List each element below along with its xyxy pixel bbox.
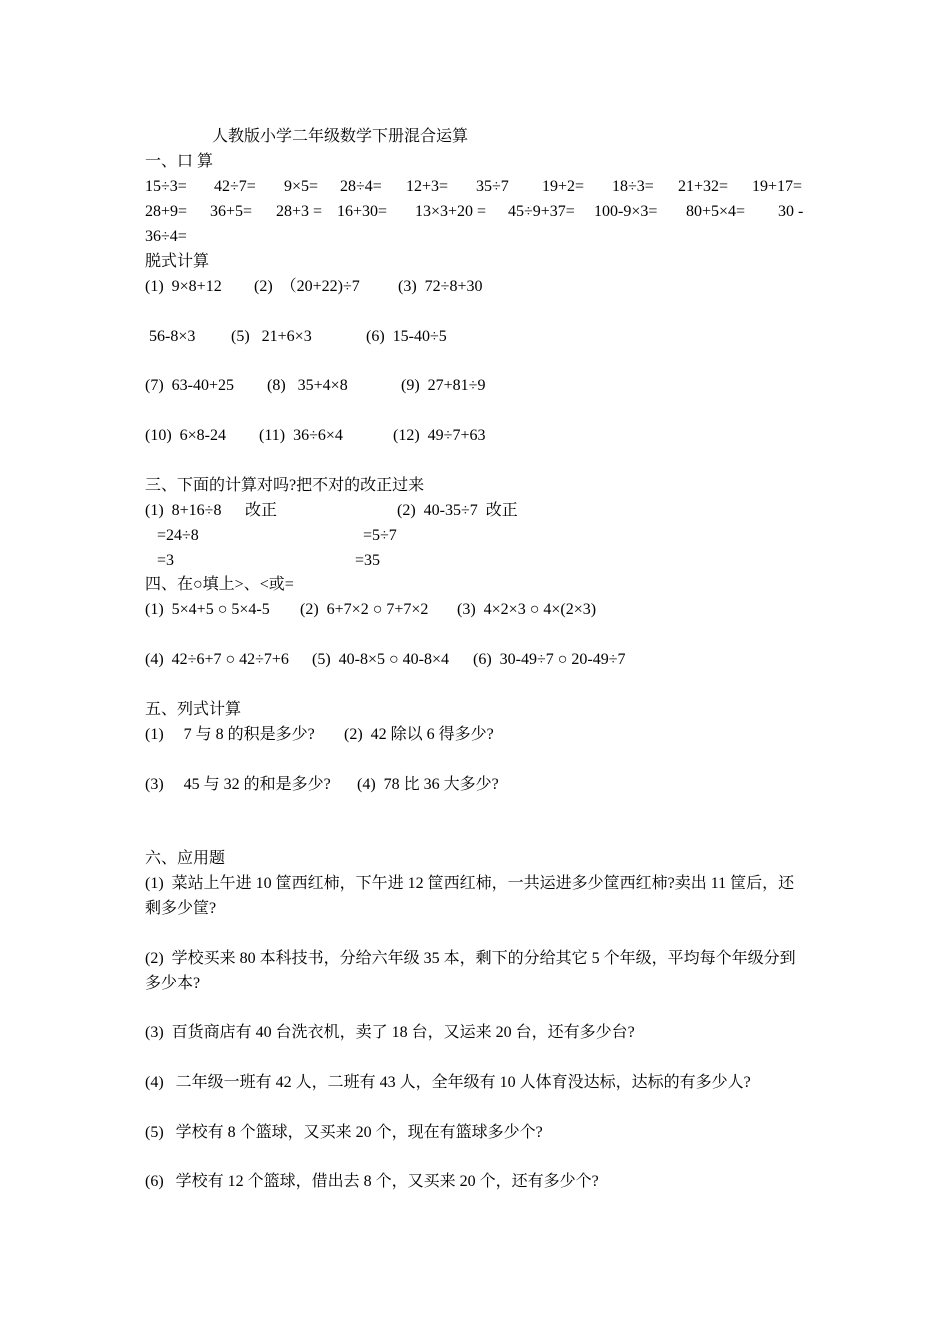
oral-item: 80+5×4= [686, 203, 746, 220]
expression-item: (4) 78 比 36 大多少? [357, 776, 499, 793]
oral-item: 28+9= [145, 203, 188, 220]
correction-line: =3 [157, 552, 175, 569]
problem-text: (1) 菜站上午进 10 筐西红柿，下午进 12 筐西红柿，一共运进多少筐西红柿?卖出 11 筐后，还 [145, 875, 795, 892]
correction-line: =24÷8 [157, 527, 199, 544]
problem-text: 剩多少筐? [145, 900, 217, 917]
section-heading-stepwise: 脱式计算 [145, 253, 210, 270]
oral-item: 28÷4= [340, 178, 382, 195]
problem: (3) 72÷8+30 [398, 278, 483, 295]
problem: (11) 36÷6×4 [259, 427, 343, 444]
compare-item: (5) 40-8×5 ○ 40-8×4 [312, 651, 450, 668]
expression-item: (2) 42 除以 6 得多少? [344, 726, 494, 743]
oral-item: 19+17= [752, 178, 803, 195]
problem: (1) 9×8+12 [145, 278, 222, 295]
problem: (8) 35+4×8 [267, 377, 348, 394]
section-heading-expression: 五、列式计算 [145, 701, 242, 718]
word-problem-4: (4) 二年级一班有 42 人，二班有 43 人，全年级有 10 人体育没达标，达标的有多少人? [145, 1074, 751, 1091]
problem: (6) 15-40÷5 [366, 328, 447, 345]
problem: (10) 6×8-24 [145, 427, 227, 444]
problem: (9) 27+81÷9 [401, 377, 486, 394]
oral-item: 12+3= [406, 178, 449, 195]
section-heading-correction: 三、下面的计算对吗?把不对的改正过来 [145, 477, 425, 494]
oral-item: 45÷9+37= [508, 203, 575, 220]
compare-item: (2) 6+7×2 ○ 7+7×2 [300, 601, 429, 618]
oral-item: 19+2= [542, 178, 585, 195]
oral-item: 42÷7= [214, 178, 256, 195]
oral-item: 35÷7 [476, 178, 509, 195]
compare-item: (3) 4×2×3 ○ 4×(2×3) [457, 601, 597, 618]
oral-item: 30 - [778, 203, 804, 220]
problem: 56-8×3 [149, 328, 196, 345]
oral-item: 13×3+20 = [415, 203, 487, 220]
compare-item: (4) 42÷6+7 ○ 42÷7+6 [145, 651, 289, 668]
compare-item: (1) 5×4+5 ○ 5×4-5 [145, 601, 270, 618]
word-problem-3: (3) 百货商店有 40 台洗衣机，卖了 18 台，又运来 20 台，还有多少台? [145, 1024, 635, 1041]
oral-item: 18÷3= [612, 178, 654, 195]
oral-item: 36+5= [210, 203, 253, 220]
correction-fix-label: 改正 [245, 502, 278, 519]
compare-item: (6) 30-49÷7 ○ 20-49÷7 [473, 651, 626, 668]
problem: (2) （20+22)÷7 [254, 278, 360, 295]
page-title: 人教版小学二年级数学下册混合运算 [212, 128, 469, 145]
expression-item: (3) 45 与 32 的和是多少? [145, 776, 331, 793]
oral-item: 21+32= [678, 178, 729, 195]
section-heading-compare: 四、在○填上>、<或= [145, 576, 294, 593]
word-problem-6: (6) 学校有 12 个篮球，借出去 8 个，又买来 20 个，还有多少个? [145, 1173, 599, 1190]
oral-item: 16+30= [337, 203, 388, 220]
oral-row-3: 36÷4= [145, 228, 187, 245]
problem: (5) 21+6×3 [231, 328, 312, 345]
expression-item: (1) 7 与 8 的积是多少? [145, 726, 315, 743]
oral-item: 15÷3= [145, 178, 187, 195]
problem-text: (2) 学校买来 80 本科技书，分给六年级 35 本，剩下的分给其它 5 个年级，平均每个年级分到 [145, 950, 796, 967]
correction-line: =35 [355, 552, 381, 569]
section-heading-oral: 一、口 算 [145, 153, 214, 170]
problem: (12) 49÷7+63 [393, 427, 486, 444]
correction-line: =5÷7 [363, 527, 397, 544]
correction-line: (2) 40-35÷7 改正 [397, 502, 518, 519]
problem: (7) 63-40+25 [145, 377, 235, 394]
oral-item: 28+3 = [276, 203, 323, 220]
problem-text: 多少本? [145, 975, 201, 992]
oral-item: 9×5= [284, 178, 319, 195]
correction-line: (1) 8+16÷8 [145, 502, 222, 519]
oral-item: 100-9×3= [594, 203, 658, 220]
word-problem-5: (5) 学校有 8 个篮球，又买来 20 个，现在有篮球多少个? [145, 1124, 543, 1141]
section-heading-word-problems: 六、应用题 [145, 850, 226, 867]
